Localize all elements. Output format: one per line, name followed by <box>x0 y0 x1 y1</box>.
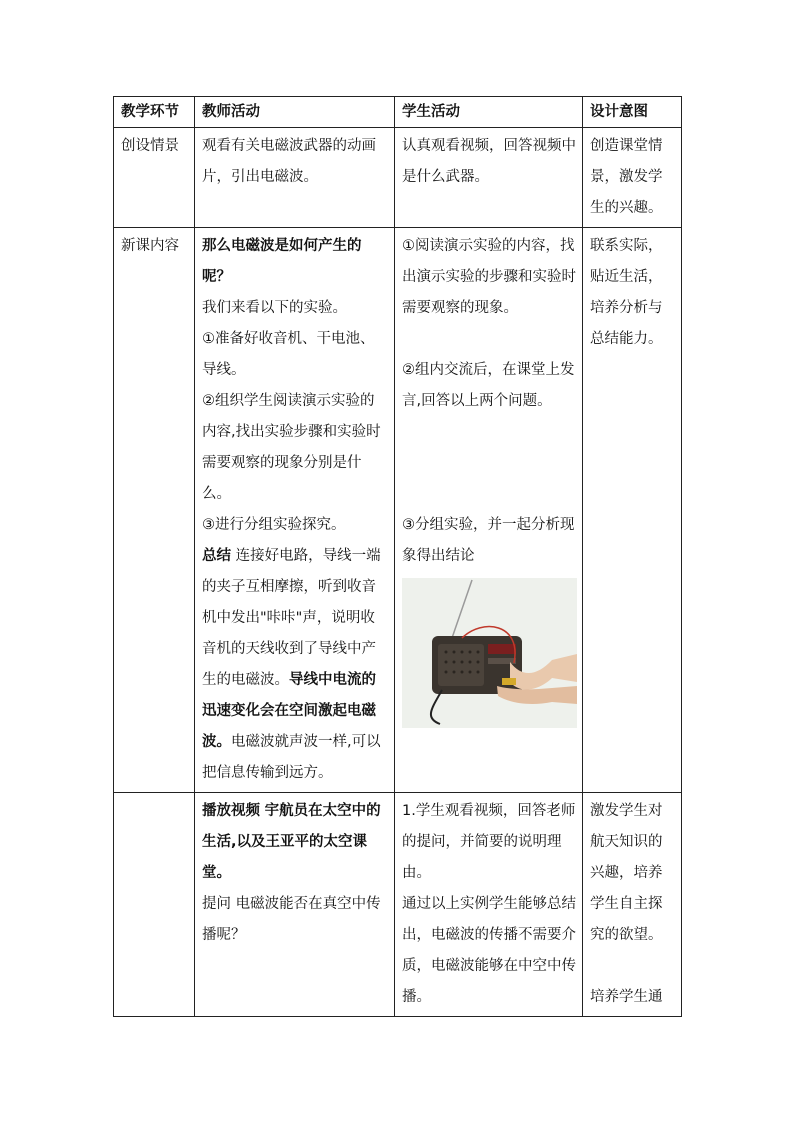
header-intent: 设计意图 <box>583 97 682 128</box>
summary-label: 总结 <box>202 548 231 564</box>
paragraph: ③分组实验，并一起分析现象得出结论 <box>402 517 575 564</box>
stage-cell: 新课内容 <box>114 228 195 793</box>
intent-cell: 联系实际，贴近生活，培养分析与总结能力。 <box>583 228 682 793</box>
student-cell <box>395 228 583 793</box>
paragraph: 我们来看以下的实验。 <box>202 300 347 316</box>
ask-paragraph <box>202 889 388 951</box>
lesson-plan-table <box>113 96 682 1017</box>
paragraph: 1.学生观看视频，回答老师的提问，并简要的说明理由。 <box>402 803 576 881</box>
video-text: 宇航员在太空中的生活,以及王亚平的太空课堂。 <box>202 803 381 881</box>
ask-label: 提问 <box>202 896 231 912</box>
stage-cell: 创设情景 <box>114 128 195 228</box>
paragraph: ②组内交流后，在课堂上发言,回答以上两个问题。 <box>402 362 575 409</box>
paragraph: ①准备好收音机、干电池、导线。 <box>202 331 375 378</box>
table-header-row <box>114 97 682 128</box>
summary-text: 连接好电路，导线一端的夹子互相摩擦，听到收音机中发出"咔咔"声，说明收音机的天线收到了导线中产生的电磁波。 <box>202 548 381 688</box>
header-stage: 教学环节 <box>114 97 195 128</box>
student-cell: 认真观看视频，回答视频中是什么武器。 <box>395 128 583 228</box>
radio-experiment-photo <box>402 578 577 728</box>
paragraph: 通过以上实例学生能够总结出，电磁波的传播不需要介质，电磁波能够在中空中传播。 <box>402 896 576 1005</box>
intent-cell: 创造课堂情景，激发学生的兴趣。 <box>583 128 682 228</box>
header-teacher: 教师活动 <box>195 97 395 128</box>
video-label: 播放视频 <box>202 803 260 819</box>
teacher-cell: 观看有关电磁波武器的动画片，引出电磁波。 <box>195 128 395 228</box>
paragraph: ①阅读演示实验的内容，找出演示实验的步骤和实验时需要观察的现象。 <box>402 238 576 316</box>
teacher-cell <box>195 228 395 793</box>
summary-paragraph <box>202 541 388 789</box>
intent-cell <box>583 793 682 1017</box>
summary-end: 电磁波就声波一样,可以把信息传输到远方。 <box>202 734 381 781</box>
table-row <box>114 793 682 1017</box>
summary-bold: 导线中电流的迅速变化会在空间激起电磁波。 <box>202 672 376 750</box>
table-row <box>114 128 682 228</box>
table-row <box>114 228 682 793</box>
header-student: 学生活动 <box>395 97 583 128</box>
student-cell <box>395 793 583 1017</box>
question-text: 那么电磁波是如何产生的呢？ <box>202 238 362 285</box>
paragraph: ③进行分组实验探究。 <box>202 517 346 533</box>
teacher-cell <box>195 793 395 1017</box>
video-paragraph <box>202 796 388 889</box>
paragraph: ②组织学生阅读演示实验的内容,找出实验步骤和实验时需要观察的现象分别是什么。 <box>202 393 381 502</box>
paragraph: 激发学生对航天知识的兴趣，培养学生自主探究的欲望。 <box>590 803 663 943</box>
stage-cell <box>114 793 195 1017</box>
ask-text: 电磁波能否在真空中传播呢？ <box>202 896 381 943</box>
paragraph: 培养学生通 <box>590 989 663 1005</box>
